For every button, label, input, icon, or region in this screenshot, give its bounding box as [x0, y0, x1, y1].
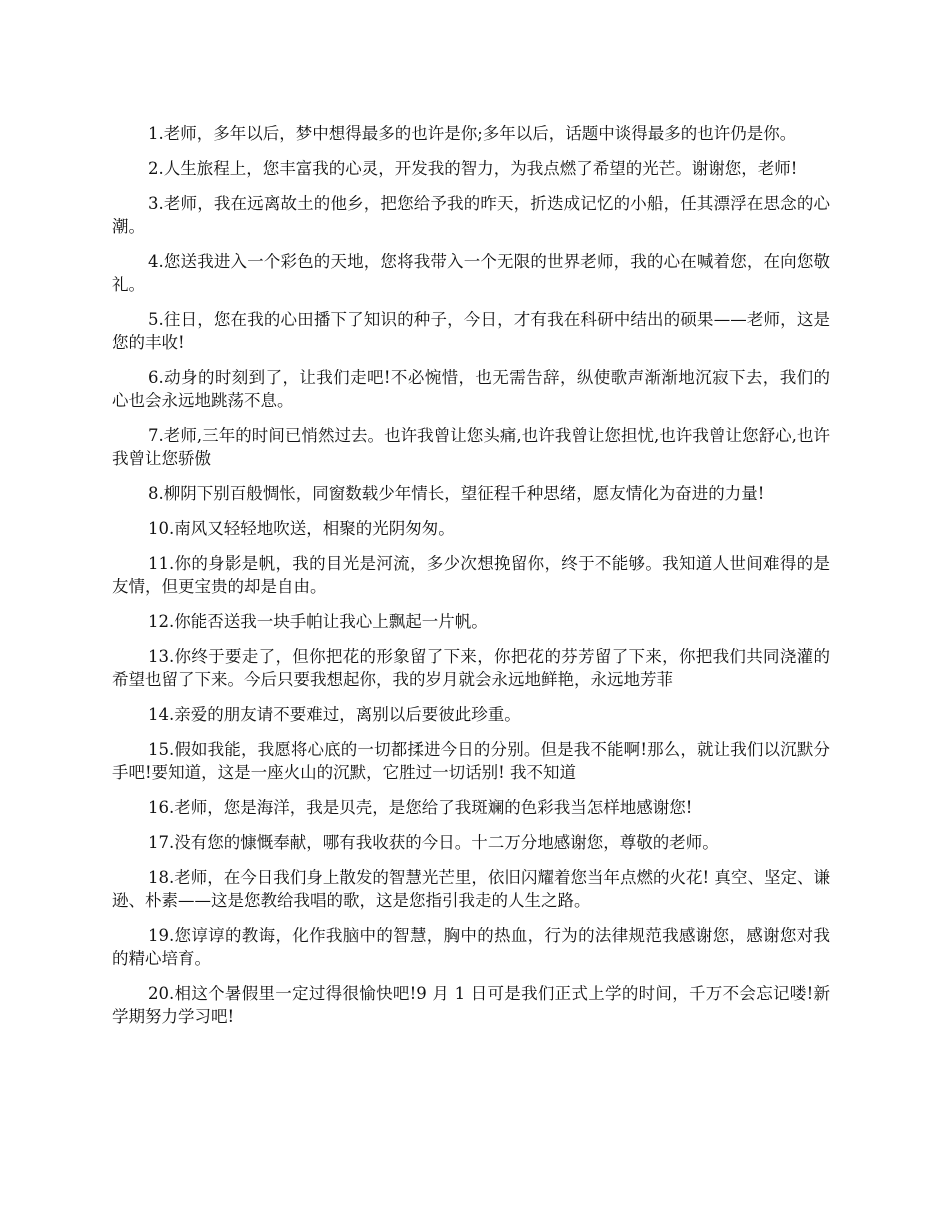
paragraph-19: 19.您谆谆的教诲，化作我脑中的智慧，胸中的热血，行为的法律规范我感谢您，感谢您对我的精心培育。 [112, 926, 830, 968]
paragraph-3: 3.老师，我在远离故土的他乡，把您给予我的昨天，折迭成记忆的小船，任其漂浮在思念的心潮。 [112, 194, 830, 236]
paragraph-17: 17.没有您的慷慨奉献，哪有我收获的今日。十二万分地感谢您，尊敬的老师。 [148, 833, 719, 852]
paragraph-16: 16.老师，您是海洋，我是贝壳，是您给了我斑斓的色彩我当怎样地感谢您! [148, 798, 693, 817]
paragraph-5: 5.往日，您在我的心田播下了知识的种子，今日，才有我在科研中结出的硕果——老师，这是您的丰收! [112, 310, 830, 352]
paragraph-20: 20.相这个暑假里一定过得很愉快吧!9 月 1 日可是我们正式上学的时间，千万不会忘记喽!新学期努力学习吧! [112, 984, 830, 1026]
paragraph-1: 1.老师，多年以后，梦中想得最多的也许是你;多年以后，话题中谈得最多的也许仍是你。 [148, 124, 797, 143]
paragraph-7: 7.老师,三年的时间已悄然过去。也许我曾让您头痛,也许我曾让您担忧,也许我曾让您舒心,也许我曾让您骄傲 [112, 426, 830, 468]
paragraph-13: 13.你终于要走了，但你把花的形象留了下来，你把花的芬芳留了下来，你把我们共同浇灌的希望也留了下来。今后只要我想起你，我的岁月就会永远地鲜艳，永远地芳菲 [112, 647, 830, 689]
paragraph-10: 10.南风又轻轻地吹送，相聚的光阴匆匆。 [148, 519, 455, 538]
paragraph-15: 15.假如我能，我愿将心底的一切都揉进今日的分别。但是我不能啊!那么，就让我们以沉默分手吧!要知道，这是一座火山的沉默，它胜过一切话别! 我不知道 [112, 740, 830, 782]
paragraph-14: 14.亲爱的朋友请不要难过，离别以后要彼此珍重。 [148, 705, 521, 724]
paragraph-12: 12.你能否送我一块手帕让我心上飘起一片帆。 [148, 612, 488, 631]
paragraph-18: 18.老师，在今日我们身上散发的智慧光芒里，依旧闪耀着您当年点燃的火花! 真空、坚定、谦逊、朴素——这是您教给我唱的歌，这是您指引我走的人生之路。 [112, 868, 830, 910]
paragraph-8: 8.柳阴下别百般惆怅，同窗数载少年情长，望征程千种思绪，愿友情化为奋进的力量! [148, 484, 765, 503]
paragraph-2: 2.人生旅程上，您丰富我的心灵，开发我的智力，为我点燃了希望的光芒。谢谢您，老师! [148, 159, 798, 178]
document-body [112, 122, 830, 1040]
paragraph-4: 4.您送我进入一个彩色的天地，您将我带入一个无限的世界老师，我的心在喊着您，在向您敬礼。 [112, 252, 830, 294]
paragraph-6: 6.动身的时刻到了，让我们走吧!不必惋惜，也无需告辞，纵使歌声渐渐地沉寂下去，我们的心也会永远地跳荡不息。 [112, 368, 830, 410]
paragraph-11: 11.你的身影是帆，我的目光是河流，多少次想挽留你，终于不能够。我知道人世间难得的是友情，但更宝贵的却是自由。 [112, 554, 830, 596]
